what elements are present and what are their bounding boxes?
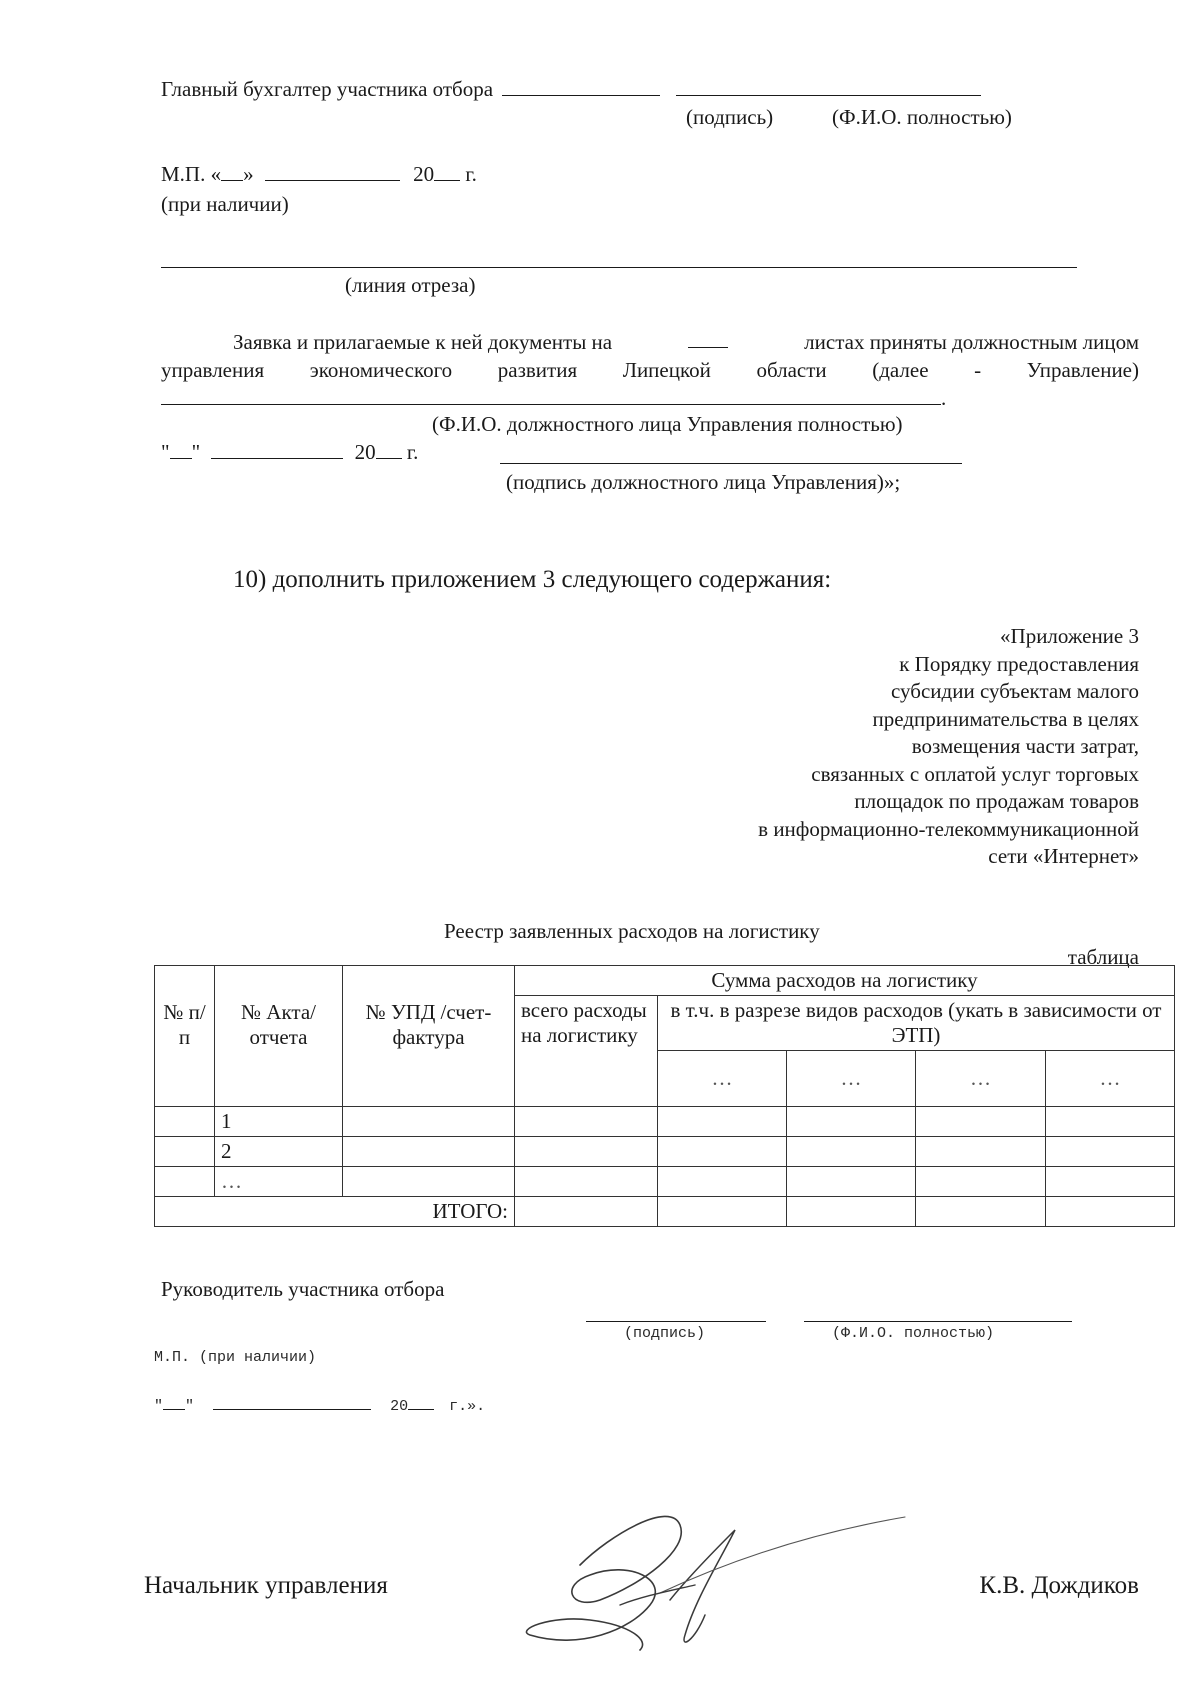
appendix-header-line: площадок по продажам товаров [854, 789, 1139, 813]
head-year-suffix: г.». [449, 1398, 486, 1415]
table-cell [1046, 1197, 1175, 1227]
table-total-row [155, 1197, 1175, 1227]
table-cell [658, 1197, 787, 1227]
table-cell [787, 1167, 916, 1197]
table-row [155, 1167, 1175, 1197]
table-cell [515, 1107, 658, 1137]
table-cell [343, 1137, 515, 1167]
table-cell [916, 1167, 1046, 1197]
seal-month-blank [265, 162, 400, 181]
seal-day-blank [221, 162, 243, 181]
footer-name: К.В. Дождиков [979, 1572, 1139, 1599]
registry-table [154, 965, 1175, 1227]
seal-year-prefix: 20 [413, 162, 435, 186]
chief-accountant-signature-caption: (подпись) [686, 105, 774, 129]
table-cell [1046, 1167, 1175, 1197]
acceptance-text-part2: листах приняты должностным лицом [804, 330, 1139, 354]
acceptance-year-suffix: г. [406, 440, 419, 464]
table-total-label: ИТОГО: [155, 1197, 515, 1227]
table-cell [658, 1107, 787, 1137]
acceptance-year-prefix: 20 [354, 440, 376, 464]
head-date-line [154, 1395, 485, 1417]
footer-position: Начальник управления [144, 1572, 388, 1599]
table-cell [515, 1137, 658, 1167]
seal-mp-prefix: М.П. « [161, 162, 222, 186]
acceptance-line-3 [161, 385, 946, 411]
head-mp-line: М.П. (при наличии) [154, 1349, 317, 1366]
head-day-blank [163, 1395, 185, 1410]
cut-line-caption: (линия отреза) [345, 273, 476, 297]
acceptance-year-blank [376, 440, 402, 459]
head-signature-blank [586, 1321, 766, 1322]
chief-accountant-signature-blank [502, 77, 660, 96]
head-quote-close: " [185, 1398, 195, 1415]
appendix-header [758, 623, 1139, 871]
head-name-blank [804, 1321, 1072, 1322]
table-row [155, 1137, 1175, 1167]
acceptance-line-2: управления экономического развития Липецкой области (далее - Управление) [161, 358, 1139, 382]
table-cell [916, 1197, 1046, 1227]
acceptance-line-3-end: . [941, 386, 947, 410]
table-cell [658, 1167, 787, 1197]
registry-table-label: таблица [1067, 945, 1139, 969]
acceptance-official-signature-caption: (подпись должностного лица Управления)»; [506, 470, 901, 494]
acceptance-quote-close: " [191, 440, 201, 464]
header-act: № Акта/ отчета [215, 966, 343, 1107]
table-cell [343, 1107, 515, 1137]
table-cell [155, 1167, 215, 1197]
table-cell [916, 1107, 1046, 1137]
chief-accountant-name-caption: (Ф.И.О. полностью) [832, 105, 1012, 129]
table-cell-act: 1 [215, 1107, 343, 1137]
acceptance-quote-open: " [161, 440, 170, 464]
table-cell [658, 1137, 787, 1167]
table-cell [155, 1137, 215, 1167]
table-cell [787, 1137, 916, 1167]
acceptance-sheets-blank [688, 329, 728, 348]
header-subcol: … [916, 1051, 1046, 1107]
table-cell [1046, 1107, 1175, 1137]
cut-line [161, 267, 1077, 268]
head-name-caption: (Ф.И.О. полностью) [832, 1325, 995, 1342]
acceptance-date-line [161, 439, 418, 465]
table-cell [343, 1167, 515, 1197]
appendix-header-line: сети «Интернет» [988, 844, 1139, 868]
amendment-item: 10) дополнить приложением 3 следующего содержания: [233, 566, 832, 593]
acceptance-official-signature-blank [500, 463, 962, 464]
acceptance-line-1 [233, 329, 1139, 355]
header-subcol: … [1046, 1051, 1175, 1107]
table-cell [787, 1107, 916, 1137]
chief-accountant-name-blank [676, 77, 981, 96]
header-upd: № УПД /счет-фактура [343, 966, 515, 1107]
header-subcol: … [787, 1051, 916, 1107]
table-cell [787, 1197, 916, 1227]
table-header-row [155, 966, 1175, 996]
acceptance-official-name-blank [161, 386, 941, 405]
table-cell [1046, 1137, 1175, 1167]
table-row [155, 1107, 1175, 1137]
header-breakdown: в т.ч. в разрезе видов расходов (укать в зависимости от ЭТП) [658, 996, 1175, 1051]
registry-title: Реестр заявленных расходов на логистику [444, 919, 820, 943]
seal-quote-close: » [243, 162, 254, 186]
header-sum-group: Сумма расходов на логистику [515, 966, 1175, 996]
table-cell [515, 1167, 658, 1197]
head-signature-caption: (подпись) [624, 1325, 706, 1342]
handwritten-signature [520, 1505, 920, 1655]
head-month-blank [213, 1395, 371, 1410]
acceptance-day-blank [170, 440, 192, 459]
table-cell [515, 1197, 658, 1227]
appendix-header-line: к Порядку предоставления [899, 651, 1139, 676]
head-of-participant-label: Руководитель участника отбора [161, 1277, 445, 1301]
chief-accountant-label: Главный бухгалтер участника отбора [161, 77, 494, 101]
header-subcol: … [658, 1051, 787, 1107]
table-cell-act: … [215, 1167, 343, 1197]
head-year-prefix: 20 [390, 1398, 409, 1415]
appendix-header-line: возмещения части затрат, [911, 734, 1139, 758]
acceptance-text-part1: Заявка и прилагаемые к ней документы на [233, 330, 613, 354]
acceptance-official-name-caption: (Ф.И.О. должностного лица Управления полностью) [432, 412, 903, 436]
table-cell-act: 2 [215, 1137, 343, 1167]
header-num: № п/п [155, 966, 215, 1107]
seal-year-blank [434, 162, 460, 181]
acceptance-month-blank [211, 440, 343, 459]
appendix-header-line: предпринимательства в целях [872, 706, 1139, 731]
header-total-logistics: всего расходы на логистику [515, 996, 658, 1107]
seal-year-suffix: г. [465, 162, 477, 186]
seal-date-line [161, 161, 477, 187]
appendix-header-line: «Приложение 3 [1000, 624, 1139, 648]
table-cell [155, 1107, 215, 1137]
seal-if-available: (при наличии) [161, 192, 289, 216]
appendix-header-line: связанных с оплатой услуг торговых [811, 761, 1139, 786]
appendix-header-line: в информационно-телекоммуникационной [758, 816, 1139, 841]
head-year-blank [408, 1395, 434, 1410]
chief-accountant-line [161, 76, 981, 102]
appendix-header-line: субсидии субъектам малого [891, 679, 1139, 703]
table-cell [916, 1137, 1046, 1167]
head-quote-open: " [154, 1398, 164, 1415]
